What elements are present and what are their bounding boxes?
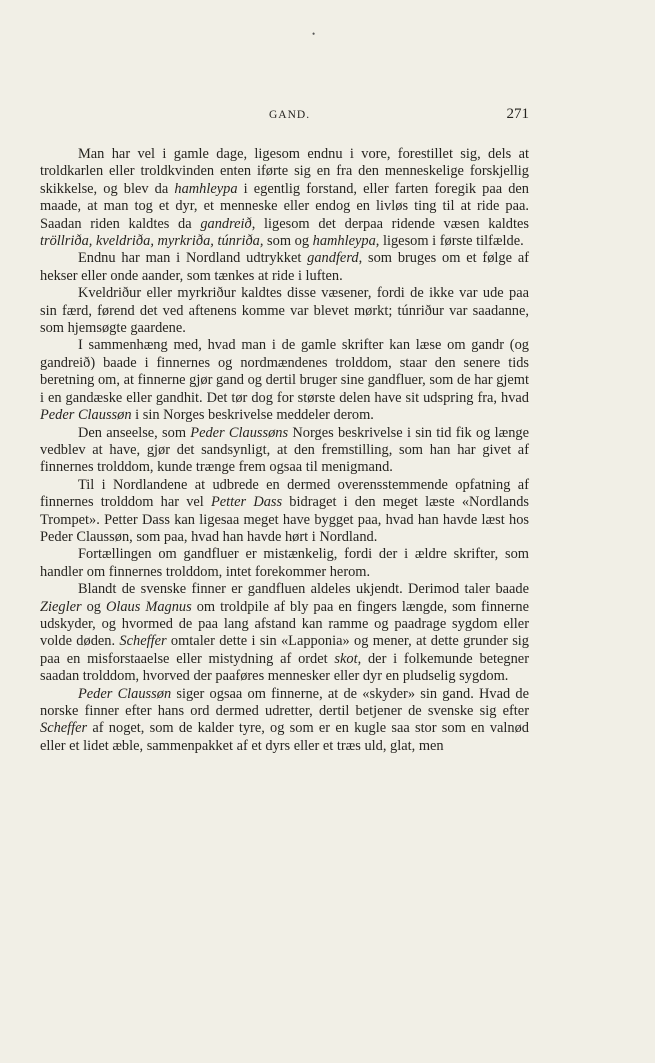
- text-run: som og: [263, 233, 313, 250]
- italic-term: skot: [334, 650, 358, 667]
- text-run: siger ogsaa om finnerne, at de «skyder» sin gand. Hvad de norske finner efter hans ord dermed udretter, dertil betjener de svenske sig efter: [40, 685, 529, 719]
- paragraph: [40, 250, 529, 285]
- italic-term: Peder Claussøn: [78, 685, 172, 702]
- paragraph: [40, 581, 529, 685]
- italic-term: gandreið: [200, 215, 252, 232]
- text-run: omtaler dette i sin «Lapponia» og mener, at dette grunder sig paa en misforstaaelse eller mistydning af ordet: [40, 633, 529, 667]
- text-run: bidraget i den meget læste «Nordlands Trompet». Petter Dass kan ligesaa meget have bygget paa, hvad han havde læst hos Peder Claussøn, som paa, hvad han havde hørt i Nordland.: [40, 494, 530, 545]
- italic-term: hamhleypa: [312, 233, 376, 250]
- italic-term: tröllriða, kveldriða, myrkriða, túnriða,: [40, 233, 264, 250]
- italic-term: Peder Claussøn: [40, 407, 132, 424]
- page-header: [40, 106, 529, 126]
- text-run: Fortællingen om gandfluer er mistænkelig, fordi der i ældre skrifter, som handler om finnernes trolddom, intet forekommer herom.: [40, 546, 529, 580]
- body-text: [40, 146, 529, 755]
- text-run: i egentlig forstand, eller farten foregik paa den maade, at man tog et dyr, et menneske eller endog en livløs ting til at ride paa. Saadan riden kaldtes da: [40, 180, 529, 232]
- text-run: , der i folkemunde betegner saadan trolddom, hvorved der paaføres mennesker eller dyr en pludselig sygdom.: [40, 650, 529, 685]
- italic-term: Scheffer: [119, 633, 167, 650]
- text-run: Man har vel i gamle dage, ligesom endnu i vore, forestillet sig, dels at troldkarlen eller troldkvinden enten iførte sig en fra den menneskelige forskjellig skikkelse, og blev da: [40, 146, 529, 197]
- paragraph: [40, 425, 529, 477]
- italic-term: hamhleypa: [174, 180, 238, 197]
- text-run: Blandt de svenske finner er gandfluen aldeles ukjendt. Derimod taler baade: [78, 581, 529, 598]
- text-run: Kveldriður eller myrkriður kaldtes disse væsener, fordi de ikke var ude paa sin færd, førend det ved aftenens komme var blevet mørkt; túnriður var saadanne, som hjemsøgte gaardene.: [40, 285, 529, 337]
- paragraph: [40, 686, 529, 756]
- italic-term: Petter Dass: [210, 494, 283, 511]
- text-run: om troldpile af bly paa en fingers længde, som finnerne udskyder, og hvormed de paa lang afstand kan ramme og paadrage sygdom eller volde døden.: [40, 598, 529, 650]
- text-run: og: [81, 598, 106, 615]
- text-run: Til i Nordlandene at udbrede en dermed overensstemmende opfatning af finnernes trolddom har vel: [40, 476, 529, 511]
- italic-term: gandferd: [307, 250, 359, 267]
- paragraph: [40, 146, 529, 250]
- italic-term: Peder Claussøns: [190, 424, 289, 441]
- italic-term: Scheffer: [40, 720, 88, 737]
- text-run: Endnu har man i Nordland udtrykket: [78, 250, 308, 267]
- text-run: , ligesom det derpaa ridende væsen kaldtes: [251, 215, 529, 232]
- text-run: , ligesom i første tilfælde.: [375, 233, 524, 250]
- paragraph: [40, 337, 529, 424]
- text-run: i sin Norges beskrivelse meddeler derom.: [131, 407, 374, 424]
- italic-term: Olaus Magnus: [105, 598, 192, 615]
- text-run: Norges beskrivelse i sin tid fik og længe vedblev at have, gjør det sandsynligt, at den fremstilling, som han har givet af finnernes trolddom, kunde trænge frem ogsaa til menigmand.: [40, 424, 529, 476]
- running-head: GAND.: [269, 109, 311, 121]
- text-run: Den anseelse, som: [78, 424, 191, 441]
- ink-mark: •: [312, 29, 316, 39]
- text-run: I sammenhæng med, hvad man i de gamle skrifter kan læse om gandr (og gandreið) baade i finnernes og nordmændenes trolddom, staar den senere tids beretning om, at finnerne gjør gand og dertil bruger sine gandfluer, som de har gjemt i en gandæske eller gandhit. Det tør dog for største delen have sit udspring fra, hvad: [40, 337, 529, 406]
- paragraph: [40, 546, 529, 581]
- paragraph: [40, 285, 529, 337]
- italic-term: Ziegler: [40, 598, 82, 615]
- paragraph: [40, 477, 529, 547]
- page-number: 271: [506, 106, 529, 122]
- text-run: , som bruges om et følge af hekser eller onde aander, som tænkes at ride i luften.: [40, 250, 529, 284]
- text-run: af noget, som de kalder tyre, og som er en kugle saa stor som en valnød eller et lidet æble, sammenpakket af et dyrs eller et træs uld, glat, men: [40, 720, 529, 754]
